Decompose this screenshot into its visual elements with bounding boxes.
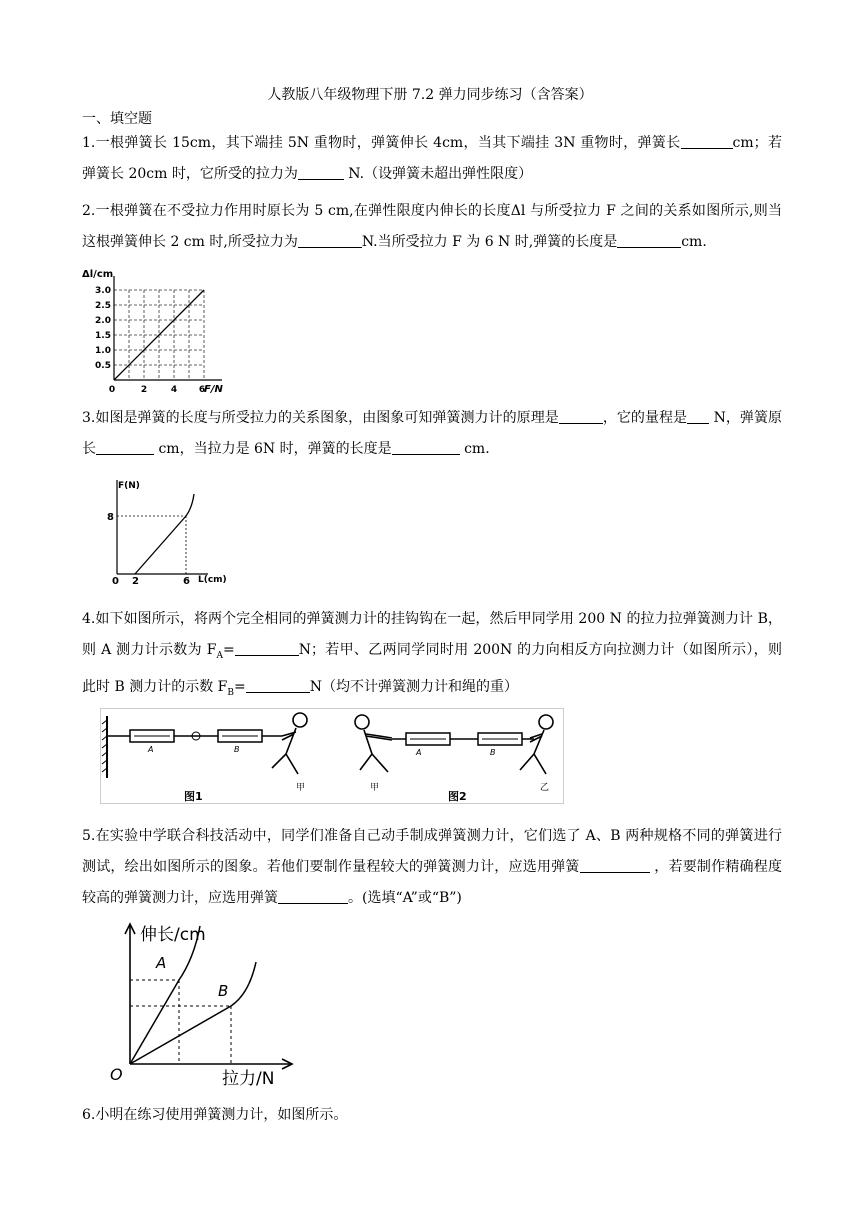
q2-text-1: 2.一根弹簧在不受拉力作用时原长为 5 cm,在弹性限度内伸长的长度Δl 与所受拉力 F 之间的关系如图所示,则当这根弹簧伸长 2 cm 时,所受拉力为 (82, 203, 782, 250)
spring-a-line (130, 980, 179, 1064)
q3-xtick-2: 2 (132, 576, 139, 587)
q5-graph (104, 918, 304, 1090)
label-a: A (148, 745, 154, 754)
q1-text-1: 1.一根弹簧长 15cm，其下端挂 5N 重物时，弹簧伸长 4cm，当其下端挂 3N 重物时，弹簧长 (82, 135, 681, 151)
q2-text-2: N.当所受拉力 F 为 6 N 时,弹簧的长度是 (361, 234, 618, 250)
q2-ytick: 2.0 (95, 316, 111, 326)
q4-text-2: = (222, 642, 235, 658)
q2-ytick: 1.5 (95, 331, 111, 341)
q5-text-2: ，若要制作精确程度较高的弹簧测力计，应选用弹簧 (82, 859, 782, 906)
label-a: A (416, 748, 422, 757)
q3-blank-2[interactable] (687, 407, 709, 424)
q2-xtick: 2 (140, 385, 148, 395)
q3-text-1: 3.如图是弹簧的长度与所受拉力的关系图象，由图象可知弹簧测力计的原理是 (82, 410, 559, 426)
fig1-label: 图1 (184, 790, 203, 803)
q1-blank-2[interactable] (298, 163, 344, 180)
q4-text-4: = (233, 678, 246, 695)
q3-xlabel: L(cm) (198, 575, 227, 585)
q5-origin: O (110, 1065, 123, 1084)
q3-xtick-6: 6 (183, 576, 190, 587)
fig2-label: 图2 (448, 790, 467, 803)
q2-ytick: 2.5 (95, 301, 111, 311)
spring-b-line (130, 1006, 231, 1064)
q4-text-3: N；若甲、乙两同学同时用 200N 的力向相反方向拉测力计（如图所示），则此时 B 测力计的示数 F (82, 642, 782, 695)
q3-ylabel: F(N) (118, 481, 140, 491)
q4-sub-a: A (216, 650, 223, 661)
q2-xtick: 6 (198, 385, 206, 395)
q3-xtick-0: 0 (112, 576, 119, 587)
q4-text-5: N（均不计弹簧测力计和绳的重） (309, 678, 518, 695)
q3-blank-3[interactable] (96, 438, 154, 455)
question-5 (82, 821, 782, 914)
label-b: B (234, 745, 240, 754)
q5-label-a: A (156, 954, 167, 972)
q5-ylabel: 伸长/cm (140, 925, 206, 945)
q4-blank-1[interactable] (235, 639, 299, 656)
q5-xlabel: 拉力/N (222, 1069, 275, 1089)
q3-text-4: cm，当拉力是 6N 时，弹簧的长度是 (154, 441, 392, 457)
label-jia: 甲 (370, 783, 380, 793)
q2-ylabel: Δl/cm (82, 269, 114, 280)
question-6: 6.小明在练习使用弹簧测力计，如图所示。 (82, 1107, 348, 1123)
q2-xtick: 0 (108, 385, 116, 395)
q2-xlabel: F/N (204, 384, 223, 395)
question-1 (82, 128, 782, 190)
q5-text-1: 5.在实验中学联合科技活动中，同学们准备自己动手制成弹簧测力计，它们选了 A、B 两种规格不同的弹簧进行测试，绘出如图所示的图象。若他们要制作量程较大的弹簧测力计，应选用弹簧 (82, 828, 782, 875)
q2-text-3: cm. (681, 234, 707, 250)
q3-blank-4[interactable] (392, 438, 460, 455)
label-yi: 乙 (540, 783, 550, 793)
q2-graph (82, 268, 242, 396)
question-3 (82, 403, 782, 465)
q2-xtick: 4 (170, 385, 178, 395)
q2-ytick: 1.0 (95, 346, 111, 356)
q2-ytick: 0.5 (95, 361, 111, 371)
q3-ytick-8: 8 (107, 512, 114, 523)
q2-ytick: 3.0 (95, 286, 111, 296)
spring-b-curve (231, 962, 256, 1006)
q5-blank-2[interactable] (278, 887, 348, 904)
q5-label-b: B (218, 982, 229, 1000)
q3-curve (186, 494, 194, 516)
q3-graph (100, 476, 260, 586)
q4-sub-b: B (227, 687, 234, 698)
q2-blank-1[interactable] (298, 231, 362, 248)
q3-text-5: cm. (459, 441, 490, 457)
q3-text-2: ，它的量程是 (602, 410, 688, 426)
label-b: B (490, 748, 496, 757)
question-2 (82, 196, 782, 258)
q4-figure (100, 708, 564, 804)
q5-text-3: 。(选填“A”或“B”) (348, 890, 462, 906)
q3-text-3: N，弹簧原长 (82, 410, 783, 457)
question-4 (82, 604, 782, 709)
q4-blank-2[interactable] (246, 676, 310, 693)
q1-blank-1[interactable] (681, 132, 733, 149)
q1-text-2: cm；若弹簧长 20cm 时，它所受的拉力为 (82, 135, 782, 182)
q5-blank-1[interactable] (580, 856, 650, 873)
label-jia: 甲 (296, 783, 306, 793)
q4-text-1: 4.如下如图所示，将两个完全相同的弹簧测力计的挂钩钩在一起，然后甲同学用 200 N 的拉力拉弹簧测力计 B，则 A 测力计示数为 F (82, 611, 782, 658)
q3-blank-1[interactable] (559, 407, 603, 424)
q2-blank-2[interactable] (617, 231, 681, 248)
page-title: 人教版八年级物理下册 7.2 弹力同步练习（含答案） (267, 87, 593, 103)
section-heading: 一、填空题 (82, 111, 152, 127)
q5-guide-lines (130, 980, 231, 1064)
q3-line (135, 516, 186, 574)
q1-text-3: N.（设弹簧未超出弹性限度） (343, 166, 533, 182)
